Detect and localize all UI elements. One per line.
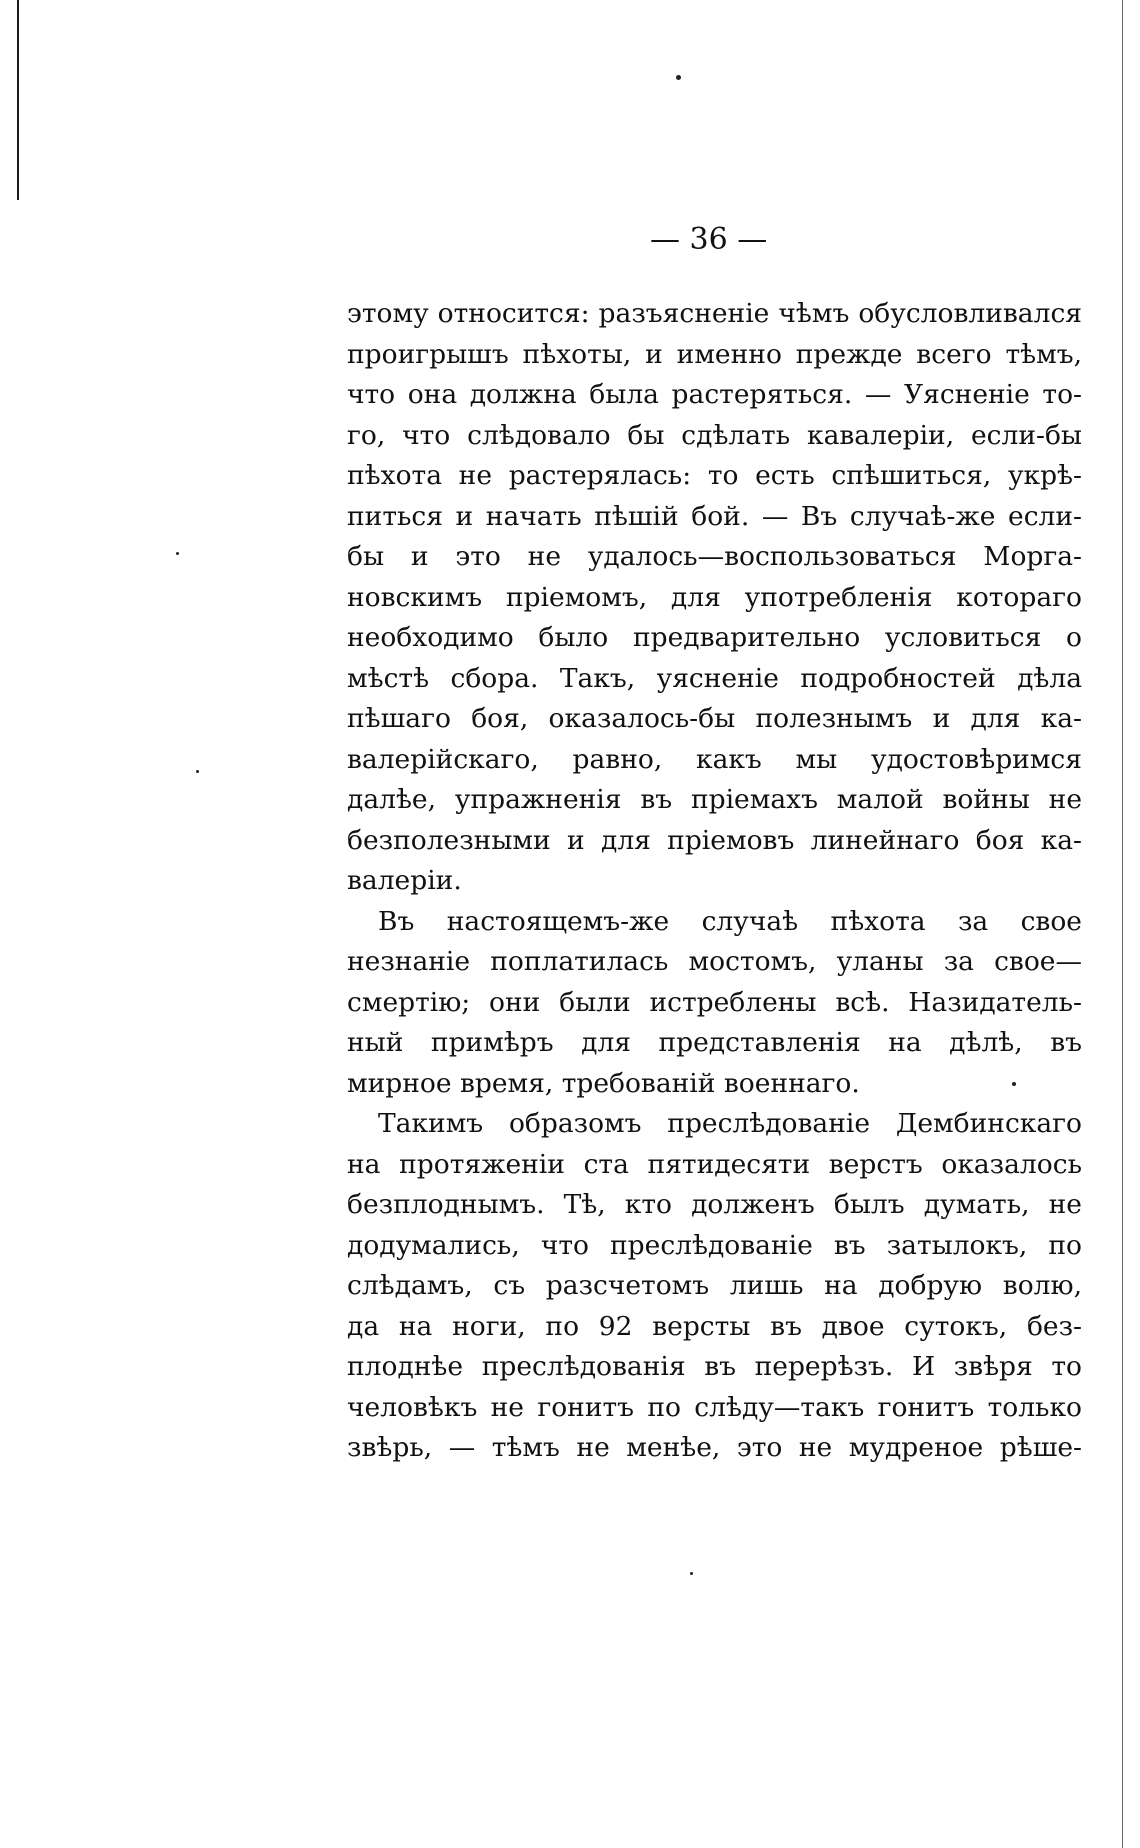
text-line: го, что слѣдовало бы сдѣлать кавалеріи, если-бы (347, 419, 1082, 451)
text-line: необходимо было предварительно условиться о (347, 622, 1082, 653)
text-line: незнаніе поплатилась мостомъ, уланы за свое— (347, 946, 1082, 977)
text-line: проигрышъ пѣхоты, и именно прежде всего тѣмъ, (347, 338, 1082, 370)
paragraph (347, 1104, 1082, 1469)
text-line: бы и это не удалось—воспользоваться Морга- (347, 541, 1082, 572)
scan-speck (176, 552, 179, 555)
paragraph (347, 902, 1082, 1105)
text-line: мѣстѣ сбора. Такъ, уясненіе подробностей дѣла (347, 662, 1082, 694)
text-line: да на ноги, по 92 версты въ двое сутокъ, без- (347, 1310, 1082, 1342)
text-line: слѣдамъ, съ разсчетомъ лишь на добрую волю, (347, 1270, 1082, 1301)
text-line: что она должна была растеряться. — Уясненіе то- (347, 379, 1082, 410)
text-line: этому относится: разъясненіе чѣмъ обусловливался (347, 298, 1082, 329)
scan-speck (690, 1572, 693, 1575)
text-line: Въ настоящемъ-же случаѣ пѣхота за свое (378, 905, 1082, 937)
text-line: смертію; они были истреблены всѣ. Назидатель- (347, 986, 1082, 1018)
text-line: безплоднымъ. Тѣ, кто долженъ былъ думать, не (347, 1189, 1082, 1220)
text-line: додумались, что преслѣдованіе въ затылокъ, по (347, 1229, 1082, 1261)
text-line: питься и начать пѣшій бой. — Въ случаѣ-же если- (347, 500, 1082, 532)
text-line: Такимъ образомъ преслѣдованіе Дембинскаго (378, 1108, 1082, 1139)
text-line: звѣрь, — тѣмъ не менѣе, это не мудреное рѣше- (347, 1432, 1082, 1463)
text-line: пѣшаго боя, оказалось-бы полезнымъ и для ка- (347, 703, 1082, 734)
text-line: пѣхота не растерялась: то есть спѣшиться, укрѣ- (347, 460, 1082, 491)
text-line: ный примѣръ для представленія на дѣлѣ, въ (347, 1027, 1082, 1058)
paragraph (347, 294, 1082, 902)
text-line: валеріи. (347, 865, 462, 896)
text-line: на протяженіи ста пятидесяти верстъ оказалось (347, 1148, 1082, 1180)
page-number: — 36 — (650, 222, 768, 257)
body-text (347, 294, 1082, 1469)
text-line: далѣе, упражненія въ пріемахъ малой войны не (347, 784, 1082, 815)
text-line: плоднѣе преслѣдованія въ перерѣзъ. И звѣря то (347, 1351, 1082, 1382)
scan-edge-right (1122, 0, 1123, 1848)
text-line: безполезными и для пріемовъ линейнаго боя ка- (347, 824, 1082, 856)
scan-edge-left (17, 0, 19, 200)
text-line: мирное время, требованій военнаго. (347, 1067, 860, 1099)
scan-speck (676, 75, 681, 80)
text-line: человѣкъ не гонитъ по слѣду—такъ гонитъ только (347, 1391, 1082, 1423)
text-line: новскимъ пріемомъ, для употребленія котораго (347, 581, 1082, 613)
scan-speck (196, 770, 199, 773)
text-line: валерійскаго, равно, какъ мы удостовѣримся (347, 743, 1082, 775)
